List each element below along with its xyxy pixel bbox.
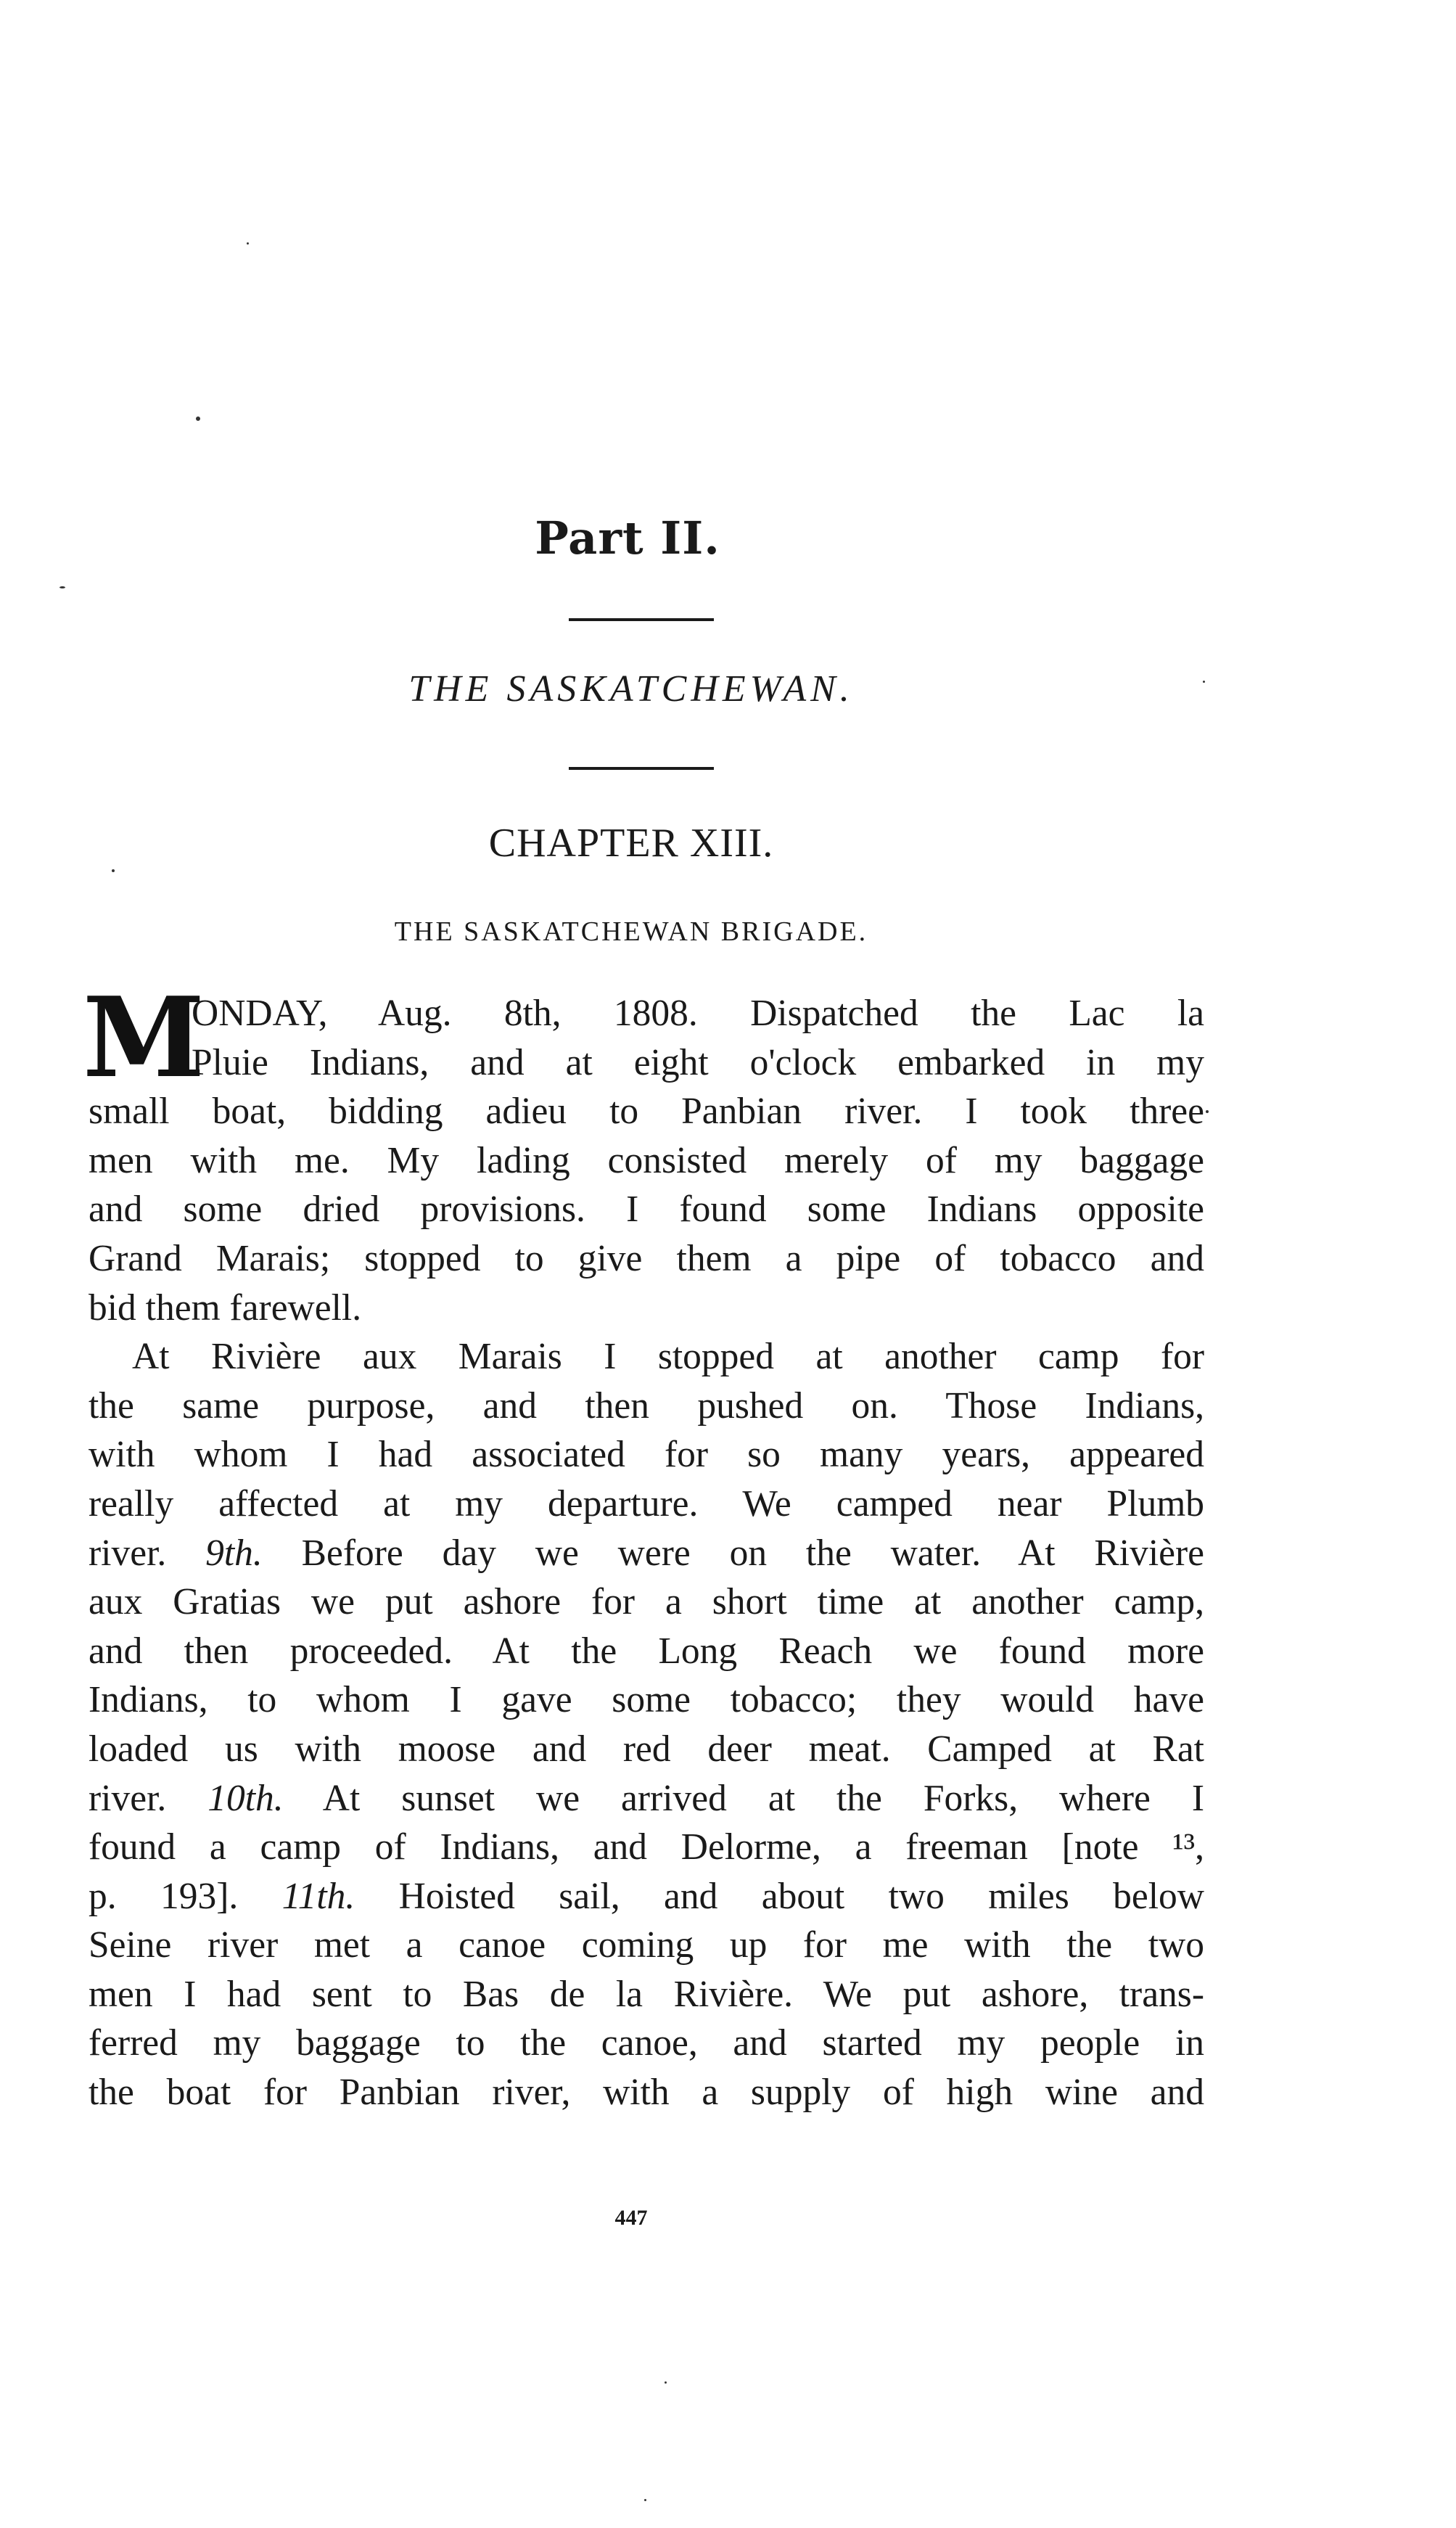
section-title: THE SASKATCHEWAN. (408, 668, 854, 710)
text-fragment: river. (89, 1777, 208, 1819)
date-marker: 10th. (207, 1777, 284, 1819)
text-line (89, 1774, 1204, 1823)
text-line: and some dried provisions. I found some Indians opposite (89, 1189, 1204, 1231)
text-line: Indians, to whom I gave some tobacco; they would have (89, 1679, 1204, 1721)
paragraph-1 (83, 972, 1204, 1332)
date-marker: 11th. (281, 1875, 355, 1917)
divider-rule-top (569, 618, 714, 621)
text-line: with whom I had associated for so many years, appeared (89, 1434, 1204, 1476)
text-fragment: At sunset we arrived at the Forks, where I (283, 1777, 1204, 1819)
date-marker: 9th. (205, 1532, 263, 1574)
text-line: Pluie Indians, and at eight o'clock embarked in my (192, 1041, 1204, 1083)
text-line: ONDAY, Aug. 8th, 1808. Dispatched the Lac la (192, 993, 1204, 1034)
scan-speck (1206, 1110, 1209, 1113)
text-line: men I had sent to Bas de la Rivière. We put ashore, trans- (89, 1973, 1204, 2015)
paragraph-2 (89, 1332, 1204, 2117)
drop-cap: M (83, 972, 205, 1102)
scan-speck (1203, 681, 1205, 683)
scan-speck (247, 242, 249, 245)
text-line: and then proceeded. At the Long Reach we found more (89, 1630, 1204, 1672)
text-line: found a camp of Indians, and Delorme, a freeman [note ¹³, (89, 1826, 1204, 1868)
scan-speck (112, 869, 115, 872)
text-line (89, 1872, 1204, 1921)
text-line: bid them farewell. (89, 1286, 362, 1329)
scan-speck (644, 2499, 646, 2501)
body-text (83, 972, 1205, 2117)
scan-speck (59, 586, 65, 588)
text-fragment: river. (89, 1532, 206, 1574)
text-line: Grand Marais; stopped to give them a pipe of tobacco and (89, 1237, 1204, 1279)
text-line: aux Gratias we put ashore for a short time at another camp, (89, 1581, 1204, 1623)
text-fragment: Before day we were on the water. At Rivière (262, 1532, 1205, 1574)
chapter-subtitle: THE SASKATCHEWAN BRIGADE. (394, 916, 868, 947)
text-line: really affected at my departure. We camped near Plumb (89, 1482, 1204, 1524)
scan-speck (196, 416, 200, 421)
text-line: small boat, bidding adieu to Panbian river. I took three (89, 1091, 1204, 1133)
text-line: men with me. My lading consisted merely of my baggage (89, 1139, 1204, 1181)
scan-speck (665, 2381, 667, 2384)
text-line: the boat for Panbian river, with a supply of high wine and (89, 2072, 1204, 2114)
text-line (89, 1529, 1204, 1578)
page-number: 447 (614, 2206, 648, 2230)
text-line: At Rivière aux Marais I stopped at another camp for (132, 1336, 1204, 1378)
divider-rule-bottom (569, 767, 714, 770)
text-fragment: Hoisted sail, and about two miles below (355, 1875, 1205, 1917)
text-line: ferred my baggage to the canoe, and started my people in (89, 2022, 1204, 2064)
text-line: loaded us with moose and red deer meat. Camped at Rat (89, 1728, 1204, 1770)
part-title: Part II. (535, 512, 720, 565)
text-line: the same purpose, and then pushed on. Those Indians, (89, 1384, 1204, 1427)
text-fragment: p. 193]. (89, 1875, 282, 1917)
text-line: Seine river met a canoe coming up for me with the two (89, 1924, 1204, 1966)
chapter-title: CHAPTER XIII. (488, 821, 774, 866)
